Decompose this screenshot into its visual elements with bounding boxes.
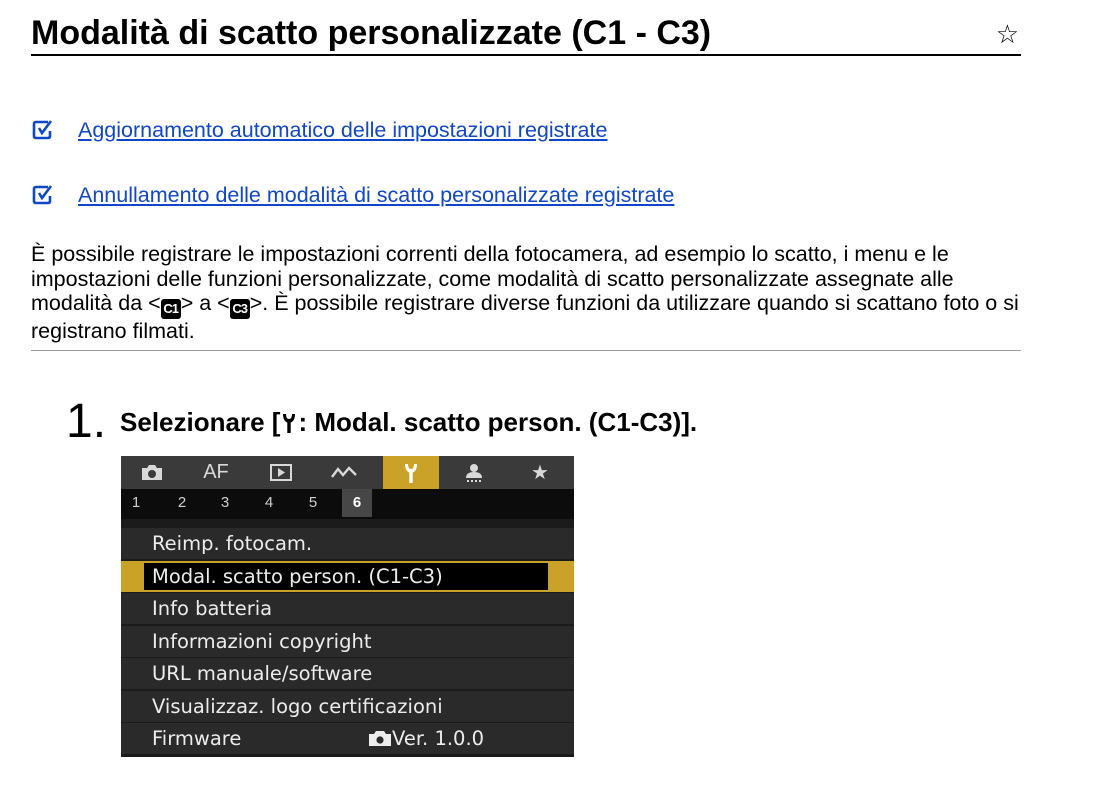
camera-menu-pages [121,489,574,519]
camera-menu-tabs [121,456,574,489]
tab-af[interactable]: AF [203,461,229,483]
tab-custom-functions[interactable] [446,456,502,489]
page-1[interactable]: 1 [131,494,141,511]
c1-mode-icon: C1 [161,299,181,319]
camera-icon [368,730,392,747]
firmware-version-text: Ver. 1.0.0 [392,727,485,750]
user-custom-icon [462,462,486,484]
camera-icon [140,463,164,482]
menu-item-label: Visualizzaz. logo certificazioni [152,694,443,718]
step-number: 1. [66,395,107,448]
play-icon [269,463,293,482]
wave-icon [330,463,358,482]
link-row-auto-update [31,114,607,146]
wrench-icon [401,462,421,484]
step-text-post: : Modal. scatto person. (C1-C3)]. [298,407,698,437]
favorite-star-icon[interactable]: ☆ [995,19,1019,49]
title-bar [31,12,1021,56]
tab-wireless[interactable] [316,456,372,489]
intro-paragraph [31,242,1021,351]
page-3[interactable]: 3 [220,494,230,511]
menu-item-label: Informazioni copyright [152,629,372,653]
menu-item-label: URL manuale/software [152,662,373,685]
step-1 [66,396,697,448]
page-6[interactable]: 6 [342,489,372,517]
link-auto-update[interactable]: Aggiornamento automatico delle impostazioni registrate [78,117,608,142]
step-text-pre: Selezionare [ [120,407,281,437]
checkbox-arrow-icon [31,184,53,206]
checkbox-arrow-icon [31,119,53,141]
intro-text-3: >. È possibile registrare diverse funzioni da utilizzare quando si scattano foto o si registrano filmati. [31,291,1019,343]
tab-playback[interactable] [253,456,309,489]
link-row-cancel [31,179,674,211]
tab-my-menu[interactable]: ★ [531,462,549,484]
c3-mode-icon: C3 [230,299,250,319]
camera-menu-screen [121,456,574,757]
menu-item-manual-url[interactable] [121,658,574,689]
menu-item-label: Reimp. fotocam. [152,532,313,555]
camera-menu-items [121,528,574,756]
menu-item-certification-logo[interactable] [121,691,574,722]
page-2[interactable]: 2 [177,494,187,511]
menu-item-reset-camera[interactable] [121,528,574,559]
menu-item-copyright-info[interactable] [121,626,574,657]
page-4[interactable]: 4 [264,494,274,511]
firmware-version [368,723,484,754]
tab-shooting[interactable] [124,456,180,489]
menu-item-custom-shooting-mode[interactable] [121,561,574,592]
wrench-icon [280,412,298,434]
menu-item-label: Modal. scatto person. (C1-C3) [144,563,548,590]
link-cancel-custom-modes[interactable]: Annullamento delle modalità di scatto personalizzate registrate [78,182,675,207]
menu-item-firmware[interactable] [121,723,574,754]
page-5[interactable]: 5 [308,494,318,511]
tab-setup[interactable] [383,456,439,489]
intro-text-2: > a < [180,291,230,315]
menu-item-battery-info[interactable] [121,593,574,624]
menu-item-label: Firmware [152,727,242,750]
menu-item-label: Info batteria [152,597,273,620]
step-instruction [120,407,697,437]
page-title: Modalità di scatto personalizzate (C1 - C3) [31,14,712,52]
intro-text-1: È possibile registrare le impostazioni correnti della fotocamera, ad esempio lo scatto, i menu e le impostazioni delle funzioni personalizzate, come modalità di scatto personalizzate assegnate alle modalità da < [31,242,954,315]
